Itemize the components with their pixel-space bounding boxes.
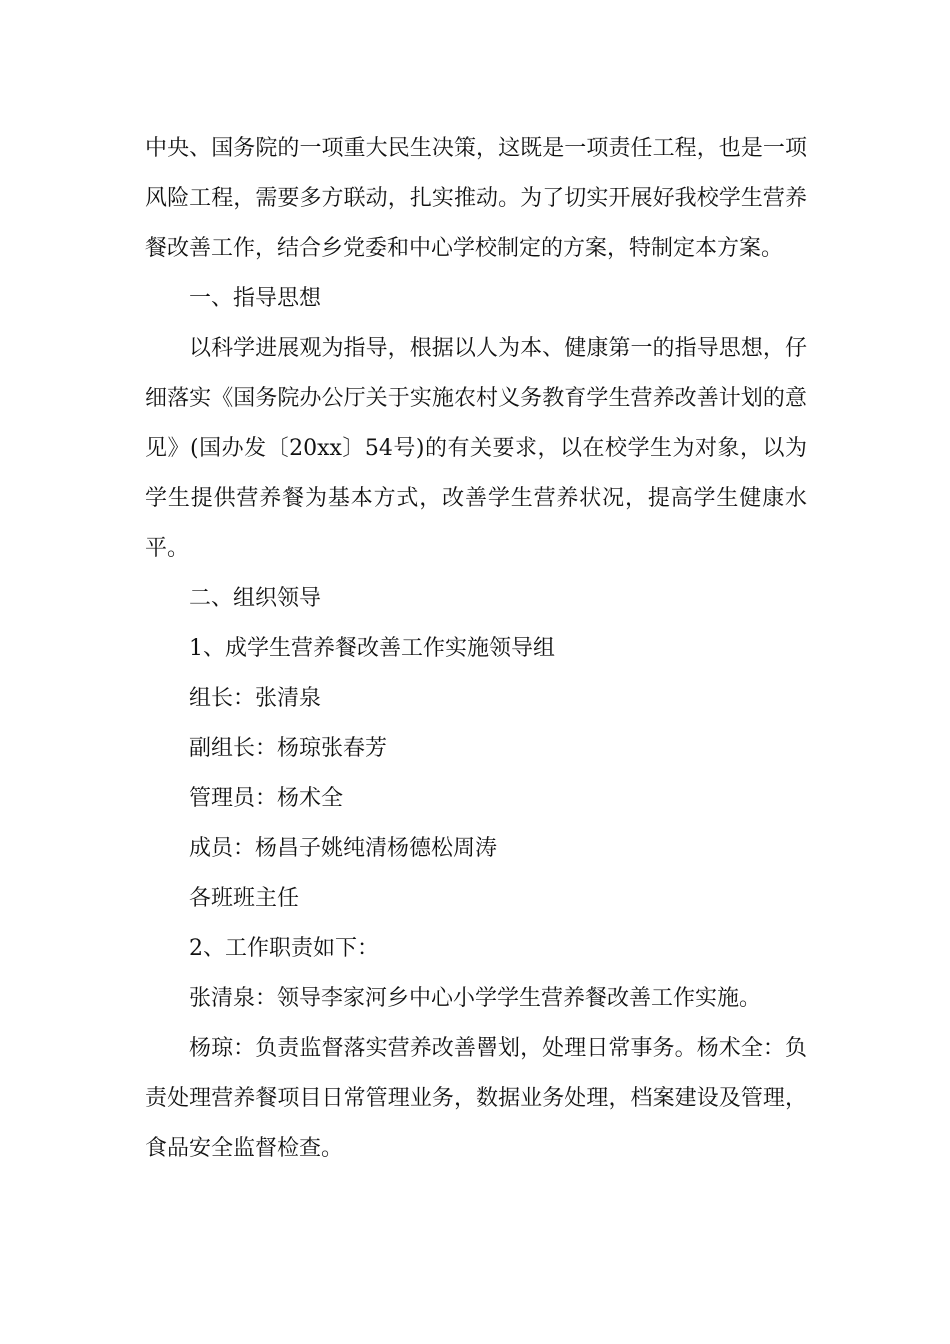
document-body [145,124,807,1174]
line-class-teachers: 各班班主任 [189,886,300,911]
paragraph-duty-yang: 杨琼：负责监督落实营养改善罾划，处理日常事务。杨术全：负责处理营养餐项目日常管理业务，数据业务处理，档案建设及管理，食品安全监督检查。 [145,1036,807,1161]
line-deputy-leader: 副组长：杨琼张春芳 [189,736,388,761]
subheading-duties: 2、工作职责如下： [189,936,379,961]
section-heading-organization: 二、组织领导 [189,586,322,611]
line-members: 成员：杨昌子姚纯清杨德松周涛 [189,836,498,861]
line-administrator: 管理员：杨术全 [189,786,344,811]
subheading-leadership-group: 1、成学生营养餐改善工作实施领导组 [189,636,555,661]
paragraph-guiding-thought: 以科学进展观为指导，根据以人为本、健康第一的指导思想，仔细落实《国务院办公厅关于实施农村义务教育学生营养改善计划的意见》(国办发〔20xx〕54号)的有关要求，以在校学生为对象，以为学生提供营养餐为基本方式，改善学生营养状况，提高学生健康水平。 [145,336,807,561]
line-group-leader: 组长：张清泉 [189,686,322,711]
paragraph-duty-zhang: 张清泉：领导李家河乡中心小学学生营养餐改善工作实施。 [189,986,762,1011]
paragraph-intro: 中央、国务院的一项重大民生决策，这既是一项责任工程，也是一项风险工程，需要多方联动，扎实推动。为了切实开展好我校学生营养餐改善工作，结合乡党委和中心学校制定的方案，特制定本方案。 [145,136,807,261]
section-heading-guiding-thought: 一、指导思想 [189,286,322,311]
